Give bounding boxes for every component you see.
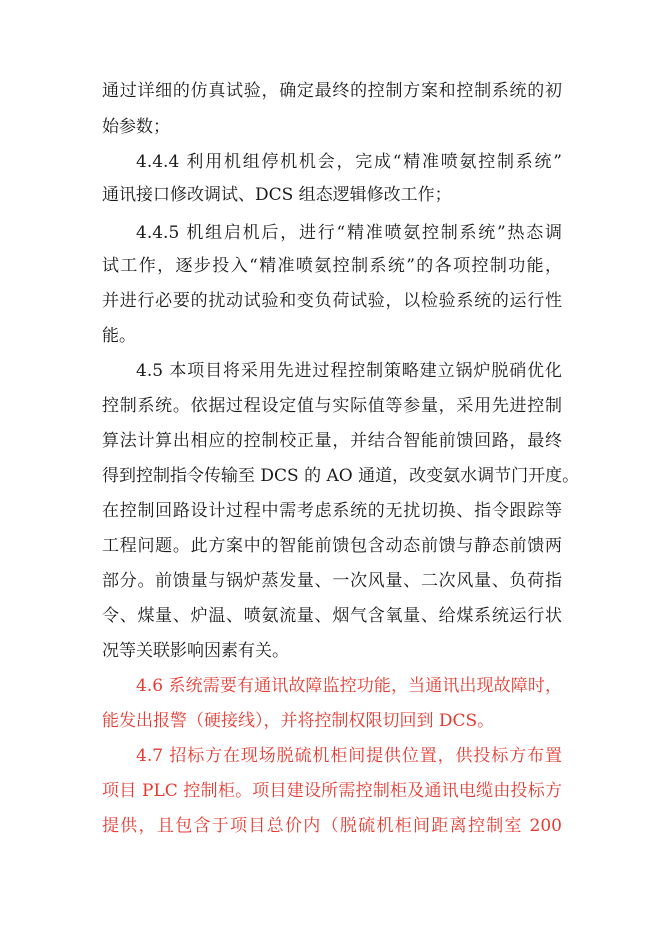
text-line: 4.4.5 机组启机后，进行“精准喷氨控制系统”热态调 <box>136 223 562 243</box>
text-line-highlighted: 项目 PLC 控制柜。项目建设所需控制柜及通讯电缆由投标方 <box>102 781 562 801</box>
text-line: 工程问题。此方案中的智能前馈包含动态前馈与静态前馈两 <box>102 536 562 556</box>
text-line: 得到控制指令传输至 DCS 的 AO 通道，改变氨水调节门开度。 <box>102 466 580 486</box>
text-line: 4.5 本项目将采用先进过程控制策略建立锅炉脱硝优化 <box>136 361 562 381</box>
text-line: 况等关联影响因素有关。 <box>102 641 289 661</box>
text-line: 部分。前馈量与锅炉蒸发量、一次风量、二次风量、负荷指 <box>102 571 562 591</box>
text-line: 4.4.4 利用机组停机机会，完成“精准喷氨控制系统” <box>136 152 562 172</box>
text-line-highlighted: 能发出报警（硬接线），并将控制权限切回到 DCS。 <box>102 711 495 731</box>
text-line: 试工作，逐步投入“精准喷氨控制系统”的各项控制功能， <box>102 256 562 276</box>
text-line: 能。 <box>102 326 136 346</box>
text-line-highlighted: 提供，且包含于项目总价内（脱硫机柜间距离控制室 200 <box>102 816 562 836</box>
text-line: 令、煤量、炉温、喷氨流量、烟气含氧量、给煤系统运行状 <box>102 606 562 626</box>
text-line-highlighted: 4.7 招标方在现场脱硫机柜间提供位置，供投标方布置 <box>136 746 562 766</box>
text-line: 通过详细的仿真试验，确定最终的控制方案和控制系统的初 <box>102 81 562 101</box>
text-line: 算法计算出相应的控制校正量，并结合智能前馈回路，最终 <box>102 431 562 451</box>
text-line: 通讯接口修改调试、DCS 组态逻辑修改工作； <box>102 185 452 205</box>
text-line: 始参数； <box>102 117 170 137</box>
text-line: 并进行必要的扰动试验和变负荷试验，以检验系统的运行性 <box>102 291 562 311</box>
text-line-highlighted: 4.6 系统需要有通讯故障监控功能，当通讯出现故障时， <box>136 676 562 696</box>
text-line: 控制系统。依据过程设定值与实际值等参量，采用先进控制 <box>102 396 562 416</box>
text-line: 在控制回路设计过程中需考虑系统的无扰切换、指令跟踪等 <box>102 501 562 521</box>
